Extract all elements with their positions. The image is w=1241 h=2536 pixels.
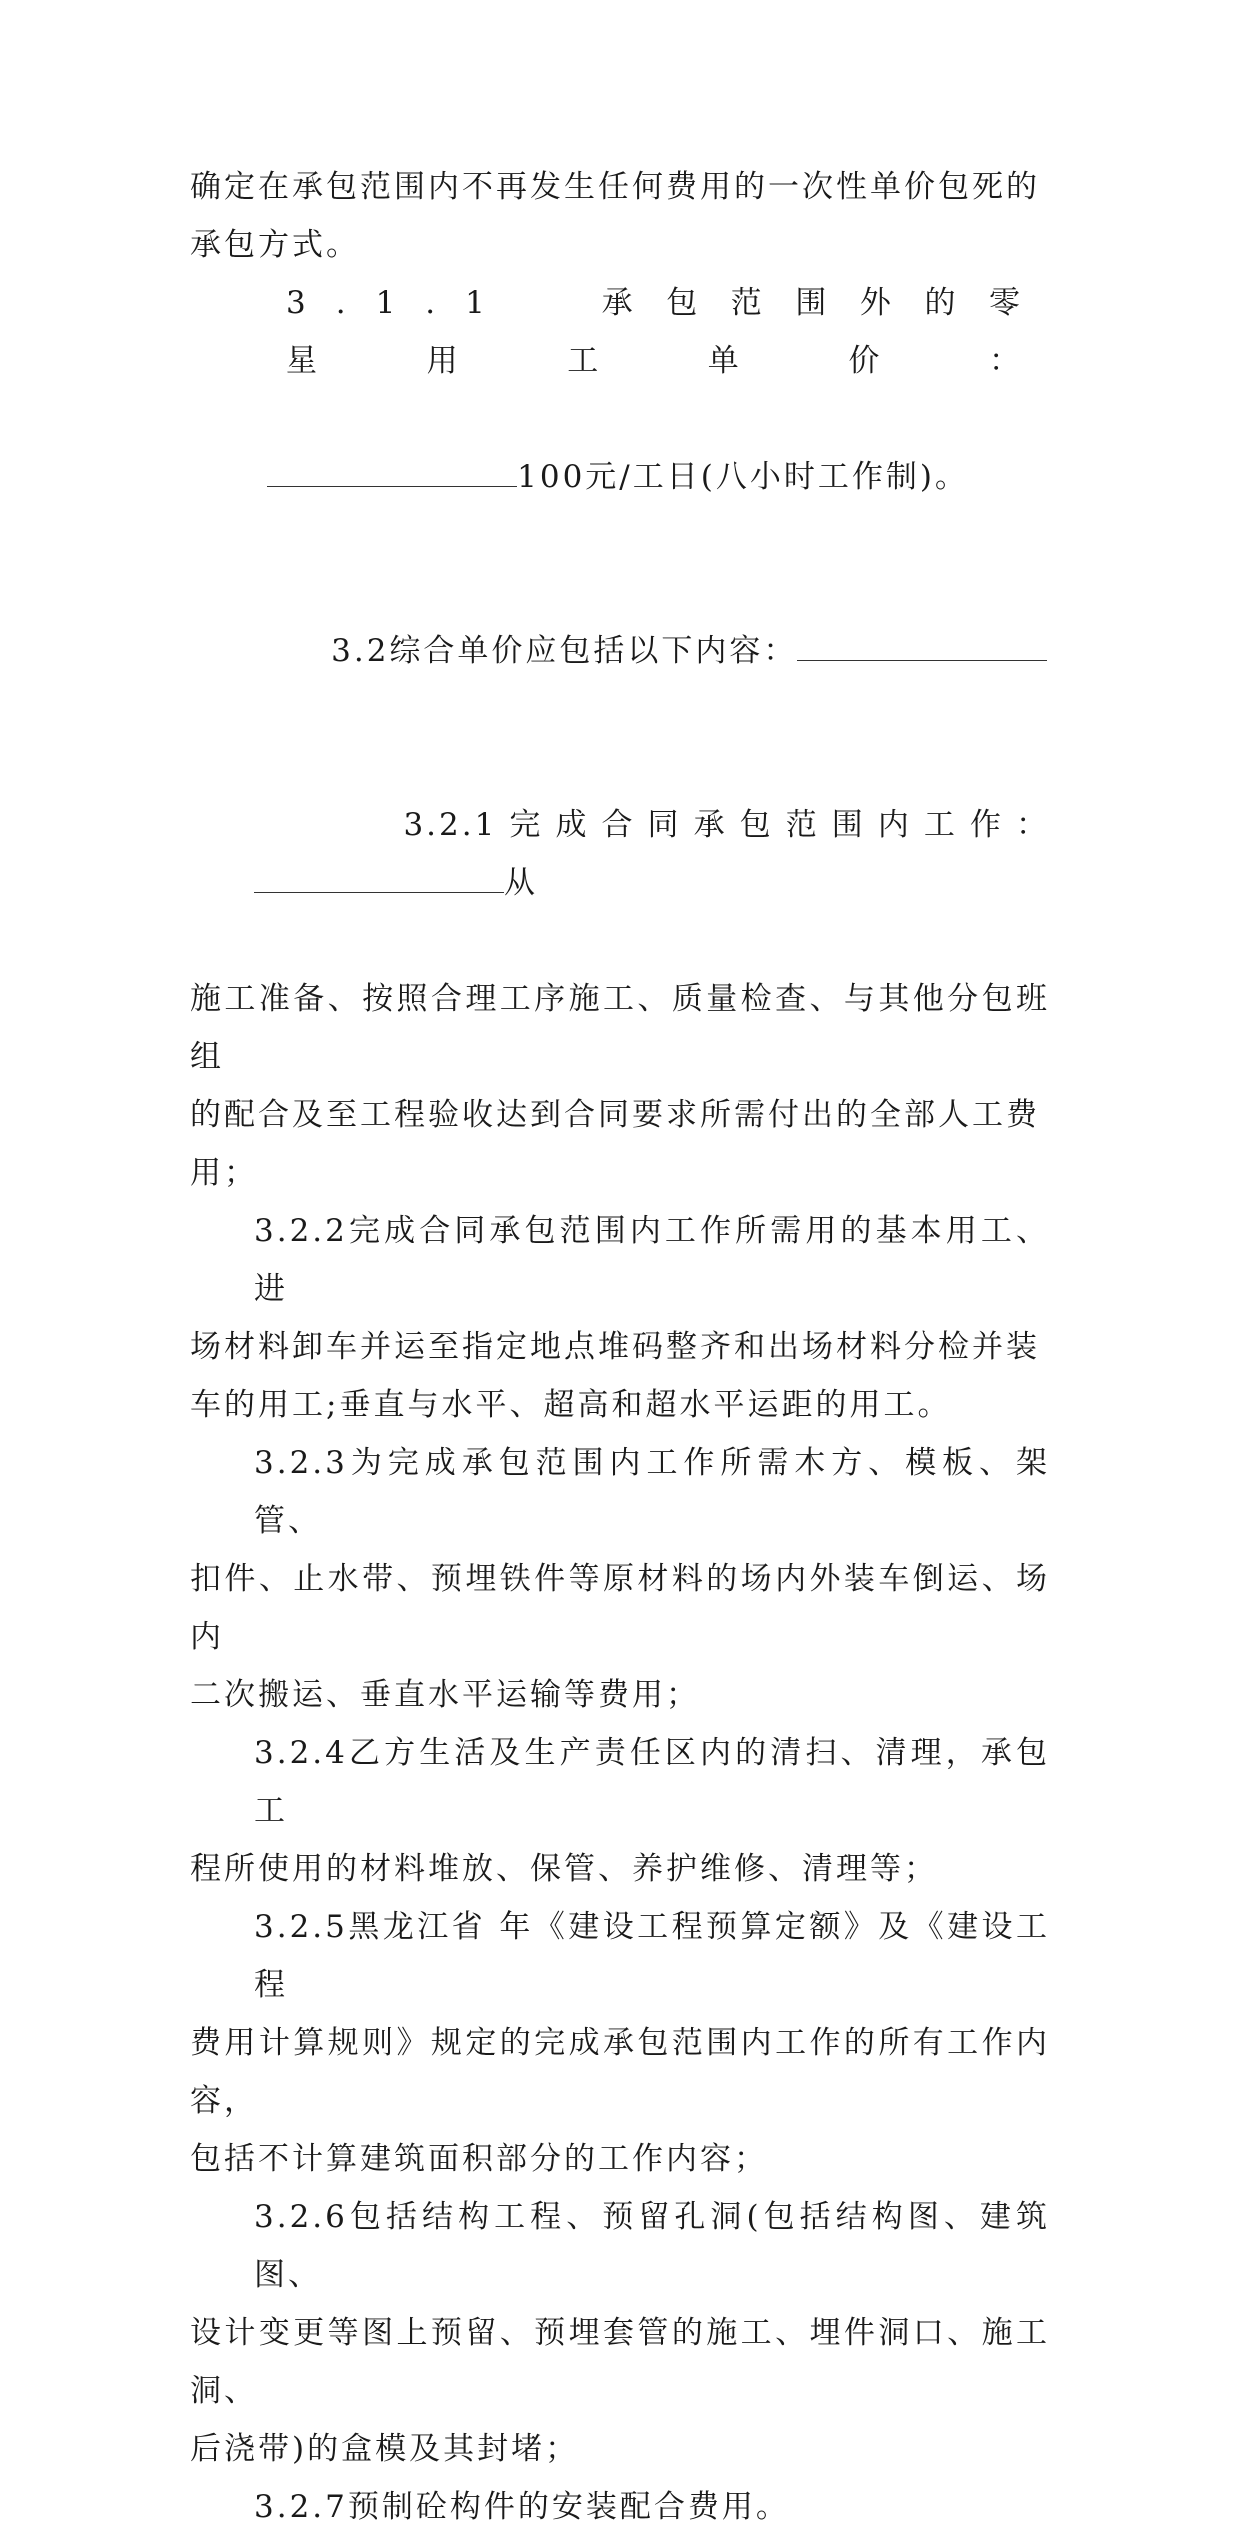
- clause-3-2-6-line1: 3.2.6包括结构工程、预留孔洞(包括结构图、建筑图、: [254, 2199, 1050, 2293]
- clause-3-2-5-line1: 3.2.5黑龙江省 年《建设工程预算定额》及《建设工程: [254, 1909, 1050, 2003]
- text-line: 费用计算规则》规定的完成承包范围内工作的所有工作内容，: [190, 2025, 1050, 2119]
- clause-3-2-1-text: 3.2.1完成合同承包范围内工作：: [403, 807, 1050, 843]
- clause-3-2-1-tail: 从: [504, 865, 538, 901]
- text-line: 的配合及至工程验收达到合同要求所需付出的全部人工费: [190, 1097, 1040, 1133]
- clause-3-2-7: 3.2.7预制砼构件的安装配合费用。: [254, 2489, 790, 2525]
- text-line: 施工准备、按照合理工序施工、质量检查、与其他分包班组: [190, 981, 1050, 1075]
- clause-3-2-1-line1: [190, 738, 1050, 970]
- text-line: 二次搬运、垂直水平运输等费用；: [190, 1677, 700, 1713]
- text-line: 包括不计算建筑面积部分的工作内容；: [190, 2141, 768, 2177]
- fill-blank[interactable]: [254, 858, 504, 893]
- fill-blank[interactable]: [267, 452, 517, 487]
- fill-blank[interactable]: [797, 626, 1047, 661]
- text-line: 用；: [190, 1155, 258, 1191]
- clause-3-2-text: 3.2综合单价应包括以下内容：: [331, 633, 798, 669]
- clause-3-1-1-line1: 3.1.1 承包范围外的零星用工单价：: [286, 285, 1050, 379]
- document-body: [190, 158, 1050, 2536]
- text-line: 后浇带)的盒模及其封堵；: [190, 2431, 580, 2467]
- clause-3-2-2-line1: 3.2.2完成合同承包范围内工作所需用的基本用工、进: [254, 1213, 1050, 1307]
- text-line: 程所使用的材料堆放、保管、养护维修、清理等；: [190, 1851, 938, 1887]
- clause-3-1-1-line2: [190, 390, 1050, 564]
- clause-3-2: [190, 564, 1050, 738]
- text-line: 场材料卸车并运至指定地点堆码整齐和出场材料分检并装: [190, 1329, 1040, 1365]
- text-line: 设计变更等图上预留、预埋套管的施工、埋件洞口、施工洞、: [190, 2315, 1050, 2409]
- text-line: 承包方式。: [190, 227, 360, 263]
- clause-3-2-3-line1: 3.2.3为完成承包范围内工作所需木方、模板、架管、: [254, 1445, 1050, 1539]
- text-line: 确定在承包范围内不再发生任何费用的一次性单价包死的: [190, 169, 1040, 205]
- text-line: 车的用工;垂直与水平、超高和超水平运距的用工。: [190, 1387, 952, 1423]
- text-line: 扣件、止水带、预埋铁件等原材料的场内外装车倒运、场内: [190, 1561, 1050, 1655]
- clause-3-2-4-line1: 3.2.4乙方生活及生产责任区内的清扫、清理，承包工: [254, 1735, 1050, 1829]
- wage-rate: 100元/工日(八小时工作制)。: [517, 459, 969, 495]
